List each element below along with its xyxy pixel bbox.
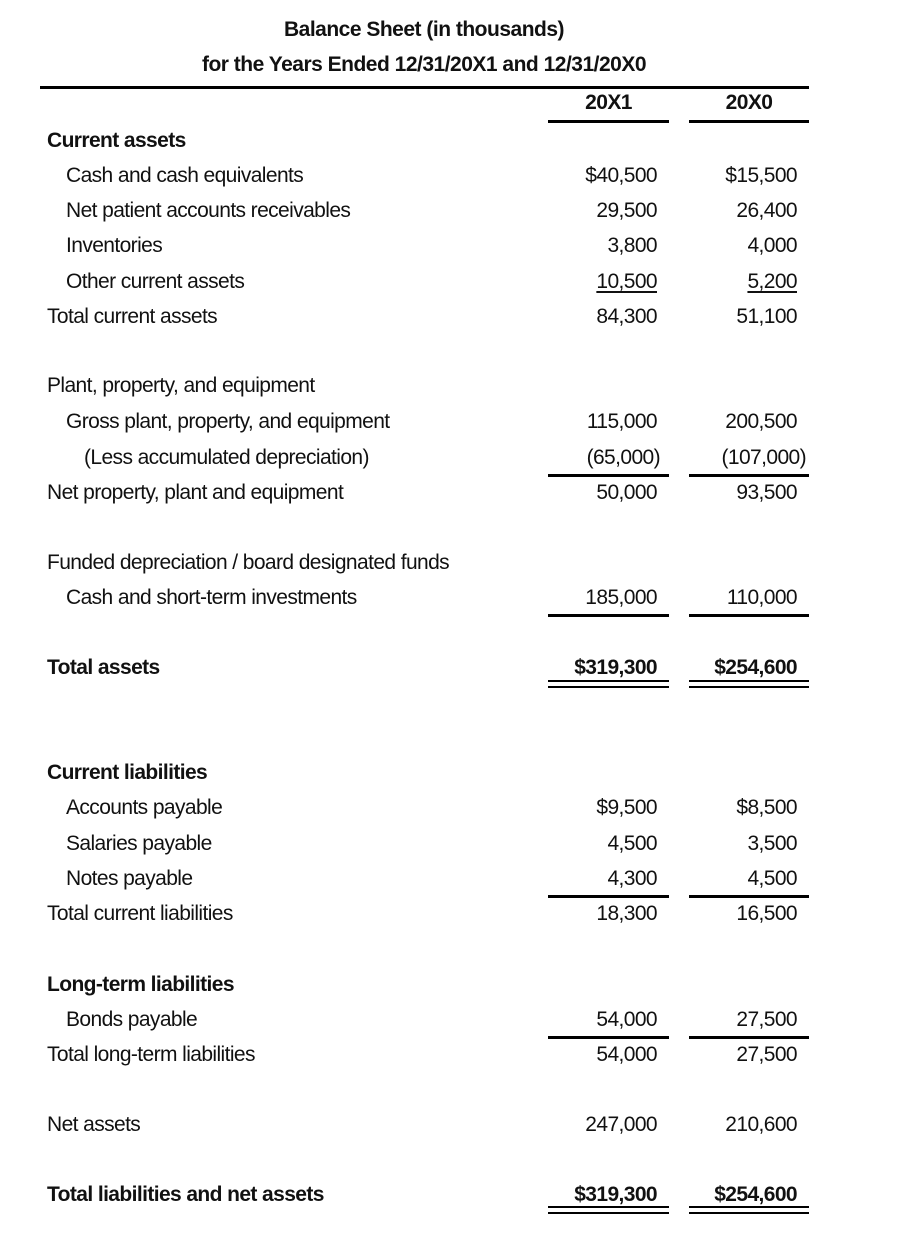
row-label: Bonds payable (66, 1008, 198, 1031)
ppe-heading: Plant, property, and equipment (47, 374, 315, 397)
value-20x0: 210,600 (725, 1113, 797, 1136)
table-row (0, 440, 898, 475)
row-label: Accounts payable (66, 796, 223, 819)
value-20x1: $9,500 (596, 796, 657, 819)
total-row (0, 475, 898, 510)
value-20x1: 50,000 (596, 481, 657, 504)
total-row (0, 1037, 898, 1072)
column-header-20x1: 20X1 (585, 91, 632, 114)
subtotal-rule (689, 614, 809, 617)
row-label: Total assets (47, 656, 160, 679)
page-subtitle: for the Years Ended 12/31/20X1 and 12/31/20X0 (201, 53, 647, 76)
funded-heading: Funded depreciation / board designated funds (47, 551, 450, 574)
value-20x1: 3,800 (607, 234, 657, 257)
row-label: Salaries payable (66, 832, 212, 855)
value-20x0: $15,500 (725, 164, 797, 187)
value-20x0: $254,600 (714, 656, 797, 679)
value-20x1: $40,500 (585, 164, 657, 187)
table-row (0, 1107, 898, 1142)
section-heading (0, 755, 898, 790)
value-20x1: 185,000 (585, 586, 657, 609)
value-20x1: 4,500 (607, 832, 657, 855)
value-20x0: $254,600 (714, 1183, 797, 1206)
value-20x1: 247,000 (585, 1113, 657, 1136)
current-assets-heading: Current assets (47, 129, 186, 152)
row-label: Net assets (47, 1113, 141, 1136)
value-20x0: (107,000) (721, 446, 806, 469)
total-row (0, 299, 898, 334)
row-label: Total current assets (47, 305, 218, 328)
value-20x0: 200,500 (725, 410, 797, 433)
double-rule (689, 680, 809, 682)
row-label: Total current liabilities (47, 902, 233, 925)
table-row (0, 826, 898, 861)
value-20x1: $319,300 (574, 1183, 657, 1206)
double-rule (548, 1212, 669, 1214)
value-20x0: 4,500 (747, 867, 797, 890)
row-label: Notes payable (66, 867, 193, 890)
total-row (0, 896, 898, 931)
row-label: Net property, plant and equipment (47, 481, 344, 504)
table-row (0, 264, 898, 299)
double-rule (689, 1212, 809, 1214)
section-heading (0, 368, 898, 403)
value-20x1: 54,000 (596, 1008, 657, 1031)
value-20x0: 27,500 (736, 1008, 797, 1031)
double-rule (689, 1206, 809, 1208)
table-row (0, 861, 898, 896)
double-rule (548, 686, 669, 688)
table-row (0, 404, 898, 439)
value-20x0: 4,000 (747, 234, 797, 257)
value-20x1: 10,500 (596, 270, 657, 293)
value-20x0: $8,500 (736, 796, 797, 819)
row-label: Total liabilities and net assets (47, 1183, 324, 1206)
table-row (0, 158, 898, 193)
value-20x1: 18,300 (596, 902, 657, 925)
value-20x0: 5,200 (747, 270, 797, 293)
table-row (0, 1002, 898, 1037)
row-label: Net patient accounts receivables (66, 199, 351, 222)
row-label: Total long-term liabilities (47, 1043, 255, 1066)
section-heading (0, 967, 898, 1002)
page-title: Balance Sheet (in thousands) (283, 18, 565, 41)
value-20x1: 84,300 (596, 305, 657, 328)
table-row (0, 790, 898, 825)
value-20x0: 51,100 (736, 305, 797, 328)
value-20x1: 115,000 (586, 410, 657, 433)
double-rule (548, 680, 669, 682)
table-row (0, 193, 898, 228)
subtotal-rule (548, 614, 669, 617)
value-20x1: $319,300 (574, 656, 657, 679)
table-row (0, 580, 898, 615)
section-heading (0, 123, 898, 158)
section-heading (0, 545, 898, 580)
long-term-liabilities-heading: Long-term liabilities (47, 973, 234, 996)
double-rule (689, 686, 809, 688)
value-20x1: 4,300 (607, 867, 657, 890)
value-20x1: 29,500 (596, 199, 657, 222)
row-label: Cash and cash equivalents (66, 164, 304, 187)
row-label: Other current assets (66, 270, 245, 293)
value-20x0: 110,000 (726, 586, 797, 609)
row-label: Inventories (66, 234, 163, 257)
column-header-20x0: 20X0 (725, 91, 773, 114)
current-liabilities-heading: Current liabilities (47, 761, 208, 784)
double-rule (548, 1206, 669, 1208)
row-label: Cash and short-term investments (66, 586, 357, 609)
value-20x0: 26,400 (736, 199, 797, 222)
value-20x0: 27,500 (736, 1043, 797, 1066)
value-20x0: 16,500 (736, 902, 797, 925)
row-label: Gross plant, property, and equipment (66, 410, 390, 433)
value-20x1: (65,000) (586, 446, 660, 469)
row-label: (Less accumulated depreciation) (84, 446, 369, 469)
value-20x0: 93,500 (736, 481, 797, 504)
value-20x0: 3,500 (747, 832, 797, 855)
value-20x1: 54,000 (596, 1043, 657, 1066)
table-row (0, 228, 898, 263)
